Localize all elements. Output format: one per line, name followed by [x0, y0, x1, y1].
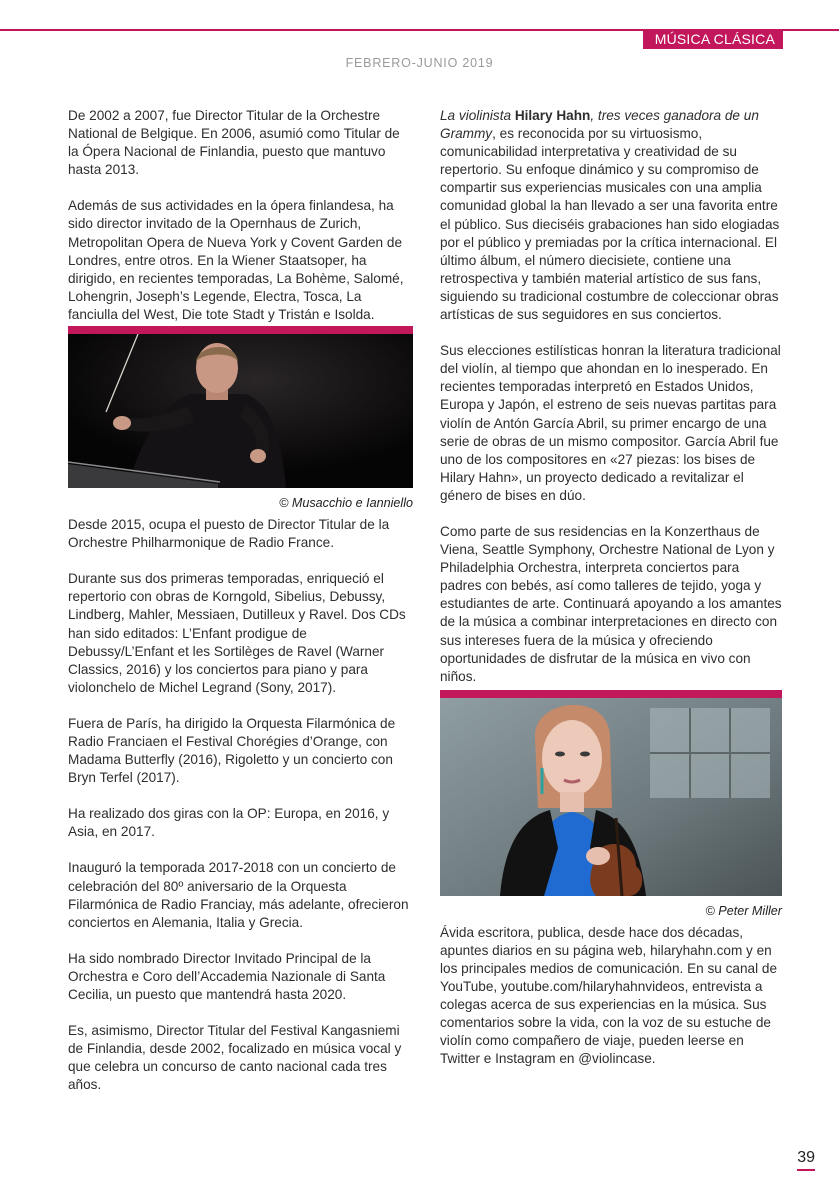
right-column [440, 107, 782, 1087]
left-column [68, 107, 413, 1112]
paragraph: Fuera de París, ha dirigido la Orquesta Filarmónica de Radio Franciaen el Festival Chorégies d’Orange, con Madama Butterfly (2016), Rigoletto y un concierto con Bryn Terfel (2017). [68, 715, 396, 786]
intro-paragraph [440, 107, 782, 324]
conductor-illustration [68, 334, 413, 488]
intro-italic: La violinista [440, 108, 515, 123]
paragraph: Como parte de sus residencias en la Konzerthaus de Viena, Seattle Symphony, Orchestre National de Lyon y Philadelphia Orchestra, interpreta conciertos para padres con bebés, así como talleres de tejido, yoga y estudiantes de arte. Continuará apoyando a los amantes de la música a combinar interpretaciones en directo con sus intereses fuera de la música y ofreciendo oportunidades de disfrutar de la música en vivo con niños. [440, 523, 782, 684]
paragraph: De 2002 a 2007, fue Director Titular de la Orchestre National de Belgique. En 2006, asumió como Titular de la Ópera Nacional de Finlandia, puesto que mantuvo hasta 2013. [68, 108, 400, 178]
intro-italic: , tres veces ganadora de un Grammy [440, 108, 759, 142]
intro-text: , es reconocida por su virtuosismo, comunicabilidad interpretativa y creatividad de su repertorio. Su enfoque dinámico y su compromiso de compartir sus experiencias musicales con una amplia comunidad global la han llevado a ser una favorita entre el público. Sus dieciséis grabaciones han sido elogiadas por el público y premiadas por la crítica internacional. El último álbum, el número diecisiete, contiene una retrospectiva y también material artístico de sus fans, siguiendo su tradicional costumbre de coleccionar obras artísticas de sus seguidores en sus conciertos. [440, 126, 780, 323]
photo-credit: © Musacchio e Ianniello [279, 496, 413, 511]
paragraph: Es, asimismo, Director Titular del Festival Kangasniemi de Finlandia, desde 2002, focalizado en música vocal y que celebra un concurso de canto nacional cada tres años. [68, 1023, 402, 1093]
paragraph: Ha sido nombrado Director Invitado Principal de la Orchestra e Coro dell’Accademia Nazionale di Santa Cecilia, un puesto que mantendrá hasta 2020. [68, 950, 386, 1002]
paragraph: Ávida escritora, publica, desde hace dos décadas, apuntes diarios en su página web, hilaryhahn.com y en los principales medios de comunicación. En su canal de YouTube, youtube.com/hilaryhahnvideos, entrevista a colegas acerca de sus experiencias en la música. Sus comentarios sobre la vida, con la voz de su estuche de violín como compañero de viaje, pueden leerse en Twitter e Instagram en @violincase. [440, 924, 778, 1067]
conductor-photo [68, 326, 413, 488]
section-tag: MÚSICA CLÁSICA [643, 30, 783, 49]
photo-credit: © Peter Miller [705, 903, 782, 918]
paragraph: Desde 2015, ocupa el puesto de Director Titular de la Orchestre Philharmonique de Radio France. [68, 517, 390, 551]
violinist-illustration [440, 698, 782, 896]
paragraph: Además de sus actividades en la ópera finlandesa, ha sido director invitado de la Opernhaus de Zurich, Metropolitan Opera de Nueva York y Covent Garden de Londres, entre otros. En la Wiener Staatsoper, ha dirigido, en recientes temporadas, La Bohème, Salomé, Lohengrin, Joseph’s Legende, Electra, Tosca, La fanciulla del West, Die tote Stadt y Tristán e Isolda. [68, 198, 404, 322]
paragraph: Sus elecciones estilísticas honran la literatura tradicional del violín, al tiempo que ahondan en lo inesperado. En recientes temporadas interpretó en Estados Unidos, Europa y Japón, el estreno de seis nuevas partitas para violín de Antón García Abril, su primer encargo de una serie de obras de un mismo compositor. García Abril fue uno de los compositores en «27 piezas: los bises de Hilary Hahn», un proyecto dedicado a revitalizar el género de bises en dúo. [440, 343, 781, 503]
paragraph: Durante sus dos primeras temporadas, enriqueció el repertorio con obras de Korngold, Sibelius, Debussy, Lindberg, Mahler, Messiaen, Dutilleux y Ravel. Dos CDs han sido editados: L’Enfant prodigue de Debussy/L’Enfant et les Sortilèges de Ravel (Warner Classics, 2016) y los conciertos para piano y para violonchelo de Michel Legrand (Sony, 2017). [68, 571, 406, 695]
paragraph: Inauguró la temporada 2017-2018 con un concierto de celebración del 80º aniversario de la Orquesta Filarmónica de Radio Franciay, más adelante, ofrecieron conciertos en Alemania, Italia y Grecia. [68, 860, 409, 930]
violinist-photo [440, 690, 782, 896]
page-number: 39 [797, 1148, 815, 1171]
artist-name: Hilary Hahn [514, 108, 591, 123]
paragraph: Ha realizado dos giras con la OP: Europa, en 2016, y Asia, en 2017. [68, 806, 390, 840]
issue-date: FEBRERO-JUNIO 2019 [345, 56, 494, 70]
